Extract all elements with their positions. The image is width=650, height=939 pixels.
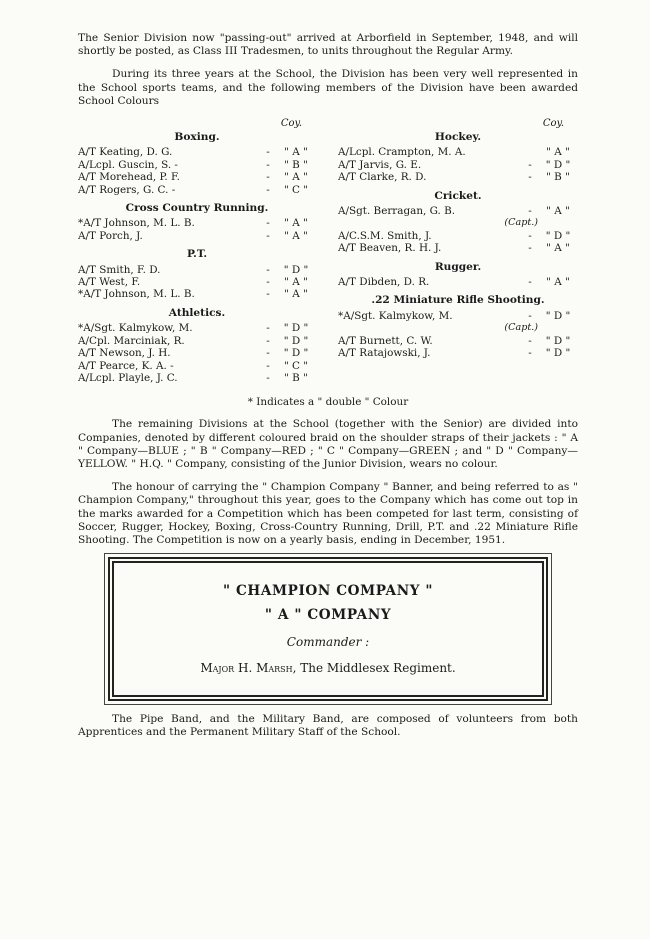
colour-recipient-row — [338, 230, 578, 242]
separator-dash: - — [528, 171, 532, 184]
company-letter: " D " — [545, 229, 571, 242]
separator-dash: - — [266, 347, 270, 360]
separator-dash: - — [266, 158, 270, 171]
winning-company: " A " COMPANY — [264, 607, 392, 624]
company-letter: " A " — [284, 229, 308, 242]
champion-company-paragraph: The honour of carrying the " Champion Company " Banner, and being referred to as " Champion Company," throughout this year, goes to the Company which has come out top in the marks awarded for a Competition which has been competed for last term, consisting of Soccer, Rugger, Hockey, Boxing, Cross-Country Running, Drill, P.T. and .22 Miniature Rifle Shooting. The Competition is now on a yearly basis, ending in December, 1951. — [78, 481, 578, 546]
colour-recipient-row — [338, 276, 578, 288]
sport-section — [78, 202, 316, 242]
company-letter: " A " — [284, 146, 308, 159]
company-letter: " A " — [546, 276, 570, 289]
company-letter: " A " — [284, 171, 308, 184]
captain-note: (Capt.) — [504, 322, 538, 334]
commander-name — [124, 661, 532, 675]
separator-dash: - — [266, 276, 270, 289]
recipient-name: A/T Clarke, R. D. — [338, 171, 427, 184]
separator-dash: - — [266, 263, 270, 276]
company-letter: " D " — [283, 263, 309, 276]
recipient-name: A/T Porch, J. — [78, 229, 143, 242]
colour-recipient-row — [78, 217, 316, 229]
separator-dash: - — [528, 242, 532, 255]
company-letter: " D " — [283, 334, 309, 347]
separator-dash: - — [528, 158, 532, 171]
company-letter: " C " — [283, 359, 309, 372]
recipient-name: A/T Beaven, R. H. J. — [338, 242, 442, 255]
company-letter: " A " — [546, 205, 570, 218]
separator-dash: - — [266, 359, 270, 372]
colour-recipient-row — [78, 230, 316, 242]
colour-recipient-row — [338, 159, 578, 171]
intro-paragraph-1: The Senior Division now "passing-out" arrived at Arborfield in September, 1948, and will shortly be posted, as Class III Tradesmen, to units throughout the Regular Army. — [78, 32, 578, 58]
sport-section — [78, 248, 316, 301]
sport-section — [338, 190, 578, 255]
sport-section — [338, 131, 578, 184]
colour-recipient-row — [78, 288, 316, 300]
separator-dash: - — [266, 217, 270, 230]
separator-dash: - — [266, 334, 270, 347]
colour-recipient-row — [78, 360, 316, 372]
company-letter: " A " — [546, 242, 570, 255]
recipient-name: *A/Sgt. Kalmykow, M. — [338, 309, 453, 322]
sport-title: Rugger. — [434, 260, 482, 273]
separator-dash: - — [528, 205, 532, 218]
sport-section — [338, 261, 578, 289]
recipient-name: A/T Keating, D. G. — [78, 146, 173, 159]
recipient-name: A/T Newson, J. H. — [78, 347, 171, 360]
sport-title: Boxing. — [174, 131, 220, 144]
recipient-name: A/Cpl. Marciniak, R. — [78, 334, 185, 347]
company-letter: " B " — [284, 158, 308, 171]
champion-company-heading: " CHAMPION COMPANY " — [222, 583, 434, 600]
company-letter: " B " — [546, 171, 570, 184]
separator-dash: - — [266, 371, 270, 384]
sport-section — [78, 307, 316, 384]
company-letter: " D " — [545, 334, 571, 347]
colour-recipient-row — [338, 171, 578, 183]
separator-dash: - — [528, 276, 532, 289]
bands-paragraph: The Pipe Band, and the Military Band, are composed of volunteers from both Apprentices and the Permanent Military Staff of the School. — [78, 713, 578, 739]
sport-section — [338, 294, 578, 359]
separator-dash: - — [528, 347, 532, 360]
recipient-name: A/T West, F. — [78, 276, 141, 289]
recipient-name: *A/T Johnson, M. L. B. — [78, 217, 195, 230]
recipient-name: A/T Rogers, G. C. - — [78, 183, 176, 196]
colour-recipient-row — [338, 205, 578, 217]
sport-title: Cricket. — [434, 189, 482, 202]
recipient-name: A/T Burnett, C. W. — [338, 334, 433, 347]
recipient-name: *A/T Johnson, M. L. B. — [78, 288, 195, 301]
separator-dash: - — [266, 229, 270, 242]
company-letter: " D " — [283, 322, 309, 335]
separator-dash: - — [528, 229, 532, 242]
recipient-name: A/T Jarvis, G. E. — [338, 158, 422, 171]
colours-left-column — [78, 118, 316, 390]
colour-recipient-row — [78, 159, 316, 171]
colour-recipient-row — [338, 347, 578, 359]
sport-title: Cross Country Running. — [125, 202, 269, 215]
company-letter: " A " — [284, 276, 308, 289]
company-column-header-left: Coy. — [280, 118, 302, 130]
colour-recipient-row — [338, 310, 578, 322]
separator-dash: - — [266, 183, 270, 196]
recipient-name: A/T Morehead, P. F. — [78, 171, 180, 184]
colour-recipient-row — [338, 242, 578, 254]
company-letter: " B " — [284, 371, 308, 384]
separator-dash: - — [528, 334, 532, 347]
separator-dash: - — [266, 288, 270, 301]
recipient-name: A/Lcpl. Playle, J. C. — [78, 371, 178, 384]
company-letter: " D " — [283, 347, 309, 360]
recipient-name: A/T Dibden, D. R. — [338, 276, 430, 289]
recipient-name: A/T Pearce, K. A. - — [78, 359, 174, 372]
company-column-header-right: Coy. — [542, 118, 564, 130]
colour-recipient-row — [78, 171, 316, 183]
colour-recipient-row — [78, 264, 316, 276]
colour-recipient-row — [78, 322, 316, 334]
company-letter: " D " — [545, 347, 571, 360]
sport-title: .22 Miniature Rifle Shooting. — [371, 294, 545, 307]
sport-section — [78, 131, 316, 196]
recipient-name: A/Lcpl. Guscin, S. - — [78, 158, 178, 171]
company-letter: " C " — [283, 183, 309, 196]
intro-paragraph-2: During its three years at the School, the Division has been very well represented in the School sports teams, and the following members of the Division have been awarded School Colours — [78, 68, 578, 107]
colour-recipient-row — [78, 146, 316, 158]
company-letter: " D " — [545, 158, 571, 171]
separator-dash — [522, 146, 538, 158]
separator-dash: - — [266, 322, 270, 335]
sport-title: P.T. — [186, 248, 208, 261]
colour-recipient-row — [78, 372, 316, 384]
colour-recipient-row — [338, 146, 578, 158]
commander-regiment: The Middlesex Regiment. — [300, 661, 456, 676]
company-letter: " A " — [284, 217, 308, 230]
colour-recipient-row — [338, 335, 578, 347]
champion-company-box — [108, 557, 548, 701]
companies-paragraph: The remaining Divisions at the School (together with the Senior) are divided into Companies, denoted by different coloured braid on the shoulder straps of their jackets : " A " Company—BLUE ; " B " Company—RED ; " C " Company—GREEN ; and " D " Company—YELLOW. " H.Q. " Company, consisting of the Junior Division, wears no colour. — [78, 418, 578, 470]
company-letter: " A " — [546, 146, 570, 159]
recipient-name: *A/Sgt. Kalmykow, M. — [78, 322, 193, 335]
captain-note: (Capt.) — [504, 217, 538, 229]
school-colours-list — [78, 118, 578, 390]
company-letter: " D " — [545, 309, 571, 322]
double-colour-footnote: * Indicates a " double " Colour — [247, 396, 409, 409]
company-letter: " A " — [284, 288, 308, 301]
recipient-name: A/Sgt. Berragan, G. B. — [338, 205, 456, 218]
recipient-name: A/T Smith, F. D. — [78, 263, 161, 276]
separator-dash: - — [266, 146, 270, 159]
separator-dash: - — [266, 171, 270, 184]
recipient-name: A/T Ratajowski, J. — [338, 347, 431, 360]
commander-label: Commander : — [286, 635, 370, 650]
commander-rank-name: Major H. Marsh, — [200, 661, 297, 676]
separator-dash: - — [528, 309, 532, 322]
colour-recipient-row — [78, 276, 316, 288]
sport-title: Hockey. — [434, 131, 482, 144]
recipient-name: A/C.S.M. Smith, J. — [338, 229, 432, 242]
recipient-name: A/Lcpl. Crampton, M. A. — [338, 146, 466, 159]
sport-title: Athletics. — [168, 306, 226, 319]
colour-recipient-row — [78, 184, 316, 196]
colour-recipient-row — [78, 347, 316, 359]
colours-right-column — [338, 118, 578, 390]
colour-recipient-row — [78, 335, 316, 347]
